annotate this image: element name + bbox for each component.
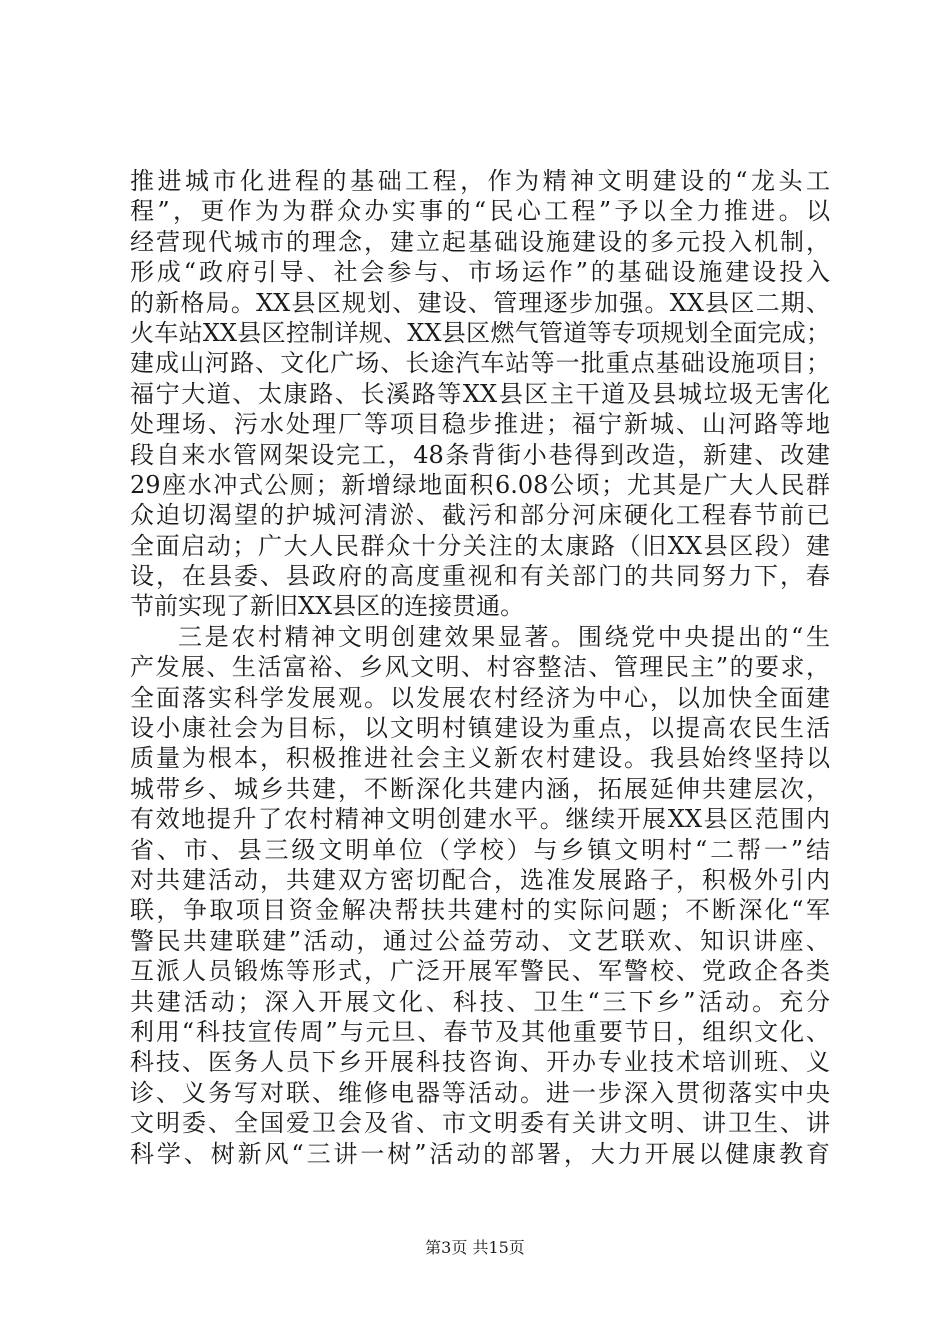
text-line: 程”，更作为为群众办实事的“民心工程”予以全力推进。以 [130, 197, 830, 226]
text-line: 处理场、污水处理厂等项目稳步推进；福宁新城、山河路等地 [130, 410, 830, 439]
text-line: 节前实现了新旧XX县区的连接贯通。 [130, 592, 525, 621]
text-line: 福宁大道、太康路、长溪路等XX县区主干道及县城垃圾无害化 [130, 379, 830, 408]
text-line: 29座水冲式公厕；新增绿地面积6.08公顷；尤其是广大人民群 [130, 470, 830, 499]
text-line: 联，争取项目资金解决帮扶共建村的实际问题；不断深化“军 [130, 896, 830, 925]
text-line: 对共建活动，共建双方密切配合，选准发展路子，积极外引内 [130, 865, 830, 894]
text-line: 火车站XX县区控制详规、XX县区燃气管道等专项规划全面完成； [130, 318, 830, 347]
text-line: 警民共建联建”活动，通过公益劳动、文艺联欢、知识讲座、 [130, 926, 830, 955]
text-line: 全面启动；广大人民群众十分关注的太康路（旧XX县区段）建 [130, 531, 830, 560]
text-line: 产发展、生活富裕、乡风文明、村容整洁、管理民主”的要求， [130, 653, 830, 682]
paragraph-2 [130, 622, 830, 1169]
text-line: 互派人员锻炼等形式，广泛开展军警民、军警校、党政企各类 [130, 957, 830, 986]
text-line: 的新格局。XX县区规划、建设、管理逐步加强。XX县区二期、 [130, 288, 830, 317]
paragraph-1 [130, 166, 830, 622]
text-line: 诊、义务写对联、维修电器等活动。进一步深入贯彻落实中央 [130, 1078, 830, 1107]
text-line: 推进城市化进程的基础工程，作为精神文明建设的“龙头工 [130, 167, 830, 195]
document-body [130, 166, 830, 1169]
page-number-footer: 第3页 共15页 [425, 1238, 525, 1257]
text-line: 经营现代城市的理念，建立起基础设施建设的多元投入机制， [130, 227, 830, 256]
text-line: 建成山河路、文化广场、长途汽车站等一批重点基础设施项目； [130, 349, 830, 378]
text-line: 文明委、全国爱卫会及省、市文明委有关讲文明、讲卫生、讲 [130, 1109, 830, 1138]
text-line: 设小康社会为目标，以文明村镇建设为重点，以提高农民生活 [130, 714, 830, 743]
text-line: 城带乡、城乡共建，不断深化共建内涵，拓展延伸共建层次， [130, 774, 830, 803]
text-line: 段自来水管网架设完工，48条背街小巷得到改造，新建、改建 [130, 440, 830, 469]
text-line: 共建活动；深入开展文化、科技、卫生“三下乡”活动。充分 [130, 987, 830, 1016]
text-line: 利用“科技宣传周”与元旦、春节及其他重要节日，组织文化、 [130, 1017, 830, 1046]
text-line: 全面落实科学发展观。以发展农村经济为中心，以加快全面建 [130, 683, 830, 712]
text-line: 科技、医务人员下乡开展科技咨询、开办专业技术培训班、义 [130, 1048, 830, 1077]
text-line: 有效地提升了农村精神文明创建水平。继续开展XX县区范围内 [130, 805, 830, 834]
text-line: 众迫切渴望的护城河清淤、截污和部分河床硬化工程春节前已 [130, 501, 830, 530]
text-line: 科学、树新风“三讲一树”活动的部署，大力开展以健康教育 [130, 1139, 830, 1168]
text-line: 三是农村精神文明创建效果显著。围绕党中央提出的“生 [178, 622, 830, 651]
text-line: 质量为根本，积极推进社会主义新农村建设。我县始终坚持以 [130, 744, 830, 773]
text-line: 设，在县委、县政府的高度重视和有关部门的共同努力下，春 [130, 562, 830, 591]
text-line: 省、市、县三级文明单位（学校）与乡镇文明村“二帮一”结 [130, 835, 830, 864]
text-line: 形成“政府引导、社会参与、市场运作”的基础设施建设投入 [130, 258, 830, 287]
